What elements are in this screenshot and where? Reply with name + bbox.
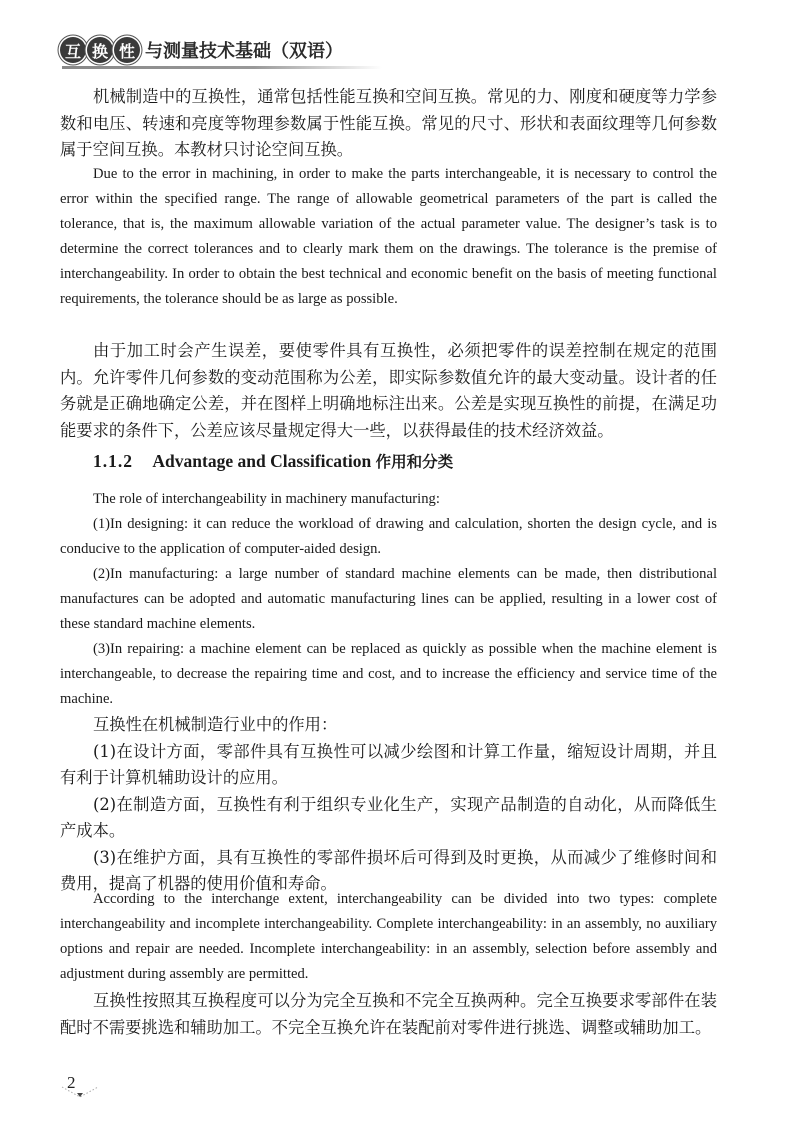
paragraph-text: 机械制造中的互换性，通常包括性能互换和空间互换。常见的力、刚度和硬度等力学参数和电压、转速和亮度等物理参数属于性能互换。常见的尺寸、形状和表面纹理等几何参数属于空间互换。本教材只讨论空间互换。 xyxy=(60,87,717,159)
header-rule-divider xyxy=(62,66,382,69)
paragraph-en-tolerance xyxy=(60,162,717,312)
header-badge-xing: 性 xyxy=(114,37,140,63)
role-list-zh xyxy=(60,712,717,898)
role-item-en-1: (1)In designing: it can reduce the workload of drawing and calculation, shorten the design cycle, and is conducive to the application of computer-aided design. xyxy=(60,516,717,557)
header-title: 与测量技术基础（双语） xyxy=(145,41,343,62)
role-intro-zh: 互换性在机械制造行业中的作用： xyxy=(93,715,338,734)
paragraph-zh-tolerance xyxy=(60,338,717,444)
paragraph-text: 互换性按照其互换程度可以分为完全互换和不完全互换两种。完全互换要求零部件在装配时不需要挑选和辅助加工。不完全互换允许在装配前对零件进行挑选、调整或辅助加工。 xyxy=(60,991,717,1037)
running-header xyxy=(60,36,343,64)
paragraph-text: 由于加工时会产生误差，要使零件具有互换性，必须把零件的误差控制在规定的范围内。允许零件几何参数的变动范围称为公差，即实际参数值允许的最大变动量。设计者的任务就是正确地确定公差，并在图样上明确地标注出来。公差是实现互换性的前提，在满足功能要求的条件下，公差应该尽量规定得大一些，以获得最佳的技术经济效益。 xyxy=(60,341,717,440)
role-item-zh-3: (3)在维护方面，具有互换性的零部件损坏后可得到及时更换，从而减少了维修时间和费用，提高了机器的使用价值和寿命。 xyxy=(60,847,717,893)
paragraph-zh-intro xyxy=(60,84,717,164)
classification-zh xyxy=(60,988,717,1041)
role-list-en xyxy=(60,487,717,712)
paragraph-text: According to the interchange extent, interchangeability can be divided into two types: complete interchangeability and incomplete interchangeability. Complete interchangeability: in an assembly, no auxiliary options and repair are needed. Incomplete interchangeability: in an assembly, selection before assembly and adjustment during assembly are permitted. xyxy=(60,891,717,982)
page-number-ornament-icon xyxy=(60,1084,100,1100)
section-title-zh: 作用和分类 xyxy=(375,453,454,471)
page-number: 2 xyxy=(67,1073,76,1092)
role-intro-en: The role of interchangeability in machinery manufacturing: xyxy=(93,491,440,507)
role-item-zh-1: (1)在设计方面，零部件具有互换性可以减少绘图和计算工作量，缩短设计周期，并且有利于计算机辅助设计的应用。 xyxy=(60,741,717,787)
header-badge-hu: 互 xyxy=(60,37,86,63)
section-title-en: Advantage and Classification xyxy=(152,451,372,471)
classification-en xyxy=(60,887,717,987)
role-item-zh-2: (2)在制造方面，互换性有利于组织专业化生产，实现产品制造的自动化，从而降低生产成本。 xyxy=(60,794,717,840)
section-number: 1.1.2 xyxy=(93,451,133,471)
paragraph-text: Due to the error in machining, in order to make the parts interchangeable, it is necessary to control the error within the specified range. The range of allowable geometrical parameters of the part is called the tolerance, that is, the maximum allowable variation of the actual parameter value. The designer’s task is to determine the correct tolerances and to clearly mark them on the drawings. The tolerance is the premise of interchangeability. In order to obtain the best technical and economic benefit on the basis of meeting functional requirements, the tolerance should be as large as possible. xyxy=(60,166,717,307)
role-item-en-2: (2)In manufacturing: a large number of standard machine elements can be made, then distributional manufactures can be adopted and automatic manufacturing lines can be applied, resulting in a lower cost of these standard machine elements. xyxy=(60,566,717,632)
section-heading xyxy=(93,450,453,472)
header-badge-huan: 换 xyxy=(87,37,113,63)
role-item-en-3: (3)In repairing: a machine element can be replaced as quickly as possible when the machine element is interchangeable, to decrease the repairing time and cost, and to increase the efficiency and service time of the machine. xyxy=(60,641,717,707)
